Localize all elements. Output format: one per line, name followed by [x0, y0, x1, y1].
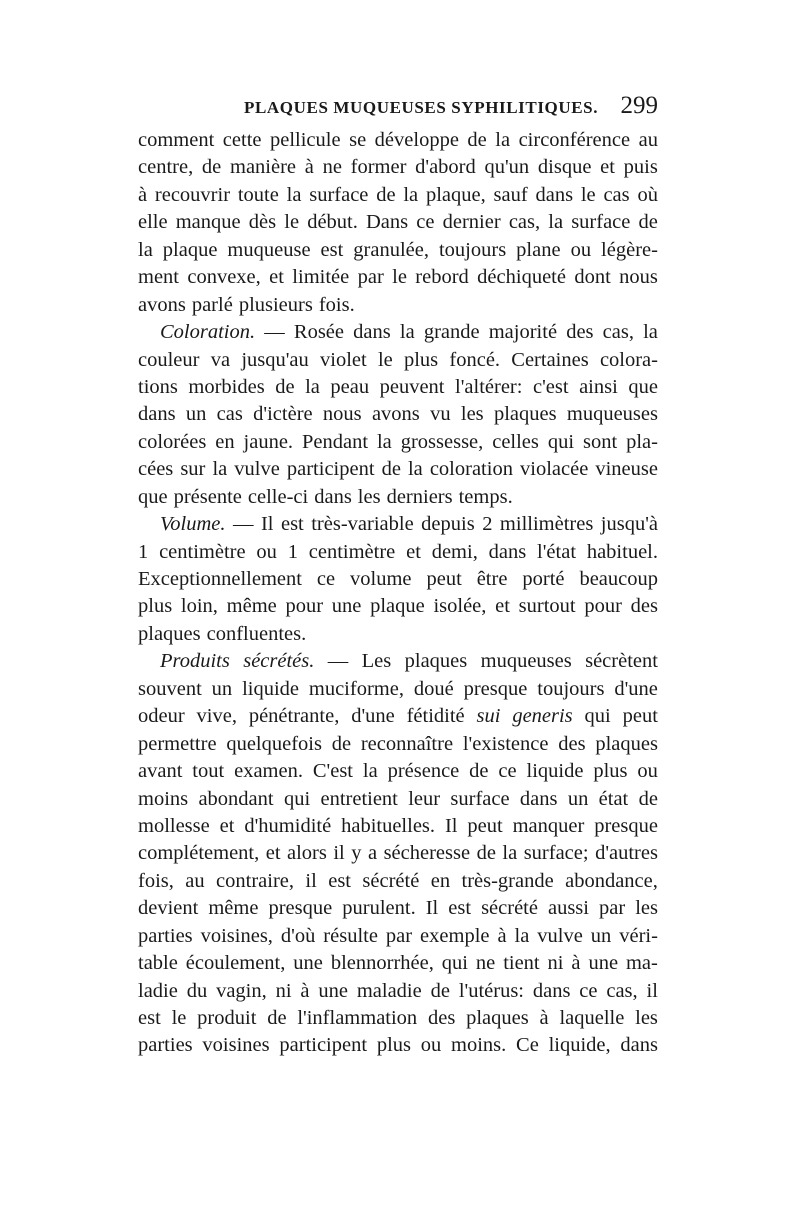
page-number: 299	[620, 92, 658, 119]
text-line: que présente celle-ci dans les derniers temps.	[138, 485, 513, 508]
text-line: colorées en jaune. Pendant la grossesse, celles qui sont pla-	[138, 430, 658, 453]
text-line: Volume. — Il est très-variable depuis 2 millimètres jusqu'à	[160, 513, 658, 536]
text-line: couleur va jusqu'au violet le plus foncé. Certaines colora-	[138, 348, 658, 371]
text-line: avant tout examen. C'est la présence de ce liquide plus ou	[138, 760, 658, 783]
text-line: devient même presque purulent. Il est sécrété aussi par les	[138, 897, 658, 920]
text-line: cées sur la vulve participent de la coloration violacée vineuse	[138, 458, 658, 481]
text-line: complétement, et alors il y a sécheresse de la surface; d'autres	[138, 842, 658, 865]
text-line: Coloration. — Rosée dans la grande majorité des cas, la	[160, 321, 658, 344]
text-line: dans un cas d'ictère nous avons vu les plaques muqueuses	[138, 403, 658, 426]
text-line: table écoulement, une blennorrhée, qui ne tient ni à une ma-	[138, 952, 658, 975]
text-line: 1 centimètre ou 1 centimètre et demi, dans l'état habituel.	[138, 540, 658, 563]
running-head	[138, 92, 658, 126]
text-line: comment cette pellicule se développe de la circonférence au	[138, 129, 658, 151]
text-line: plus loin, même pour une plaque isolée, et surtout pour des	[138, 595, 658, 618]
text-line: souvent un liquide muciforme, doué presque toujours d'une	[138, 677, 658, 700]
text-line: parties voisines, d'où résulte par exemple à la vulve un véri-	[138, 924, 658, 947]
text-line: parties voisines participent plus ou moins. Ce liquide, dans	[138, 1034, 658, 1057]
text-line: Exceptionnellement ce volume peut être porté beaucoup	[138, 568, 658, 590]
text-line: elle manque dès le début. Dans ce dernier cas, la surface de	[138, 211, 658, 234]
text-line: à recouvrir toute la surface de la plaque, sauf dans le cas où	[138, 183, 658, 206]
text-line: ladie du vagin, ni à une maladie de l'utérus: dans ce cas, il	[138, 979, 658, 1002]
text-line: ment convexe, et limitée par le rebord déchiqueté dont nous	[138, 266, 658, 289]
text-line: plaques confluentes.	[138, 622, 307, 645]
text-line: la plaque muqueuse est granulée, toujours plane ou légère-	[138, 238, 658, 261]
text-line: fois, au contraire, il est sécrété en très-grande abondance,	[138, 869, 658, 892]
body-text	[138, 127, 658, 1060]
text-line: moins abondant qui entretient leur surface dans un état de	[138, 787, 658, 810]
text-line: odeur vive, pénétrante, d'une fétidité sui generis qui peut	[138, 705, 658, 728]
text-line: centre, de manière à ne former d'abord qu'un disque et puis	[138, 156, 658, 179]
text-line: avons parlé plusieurs fois.	[138, 293, 355, 316]
running-title: PLAQUES MUQUEUSES SYPHILITIQUES.	[244, 98, 599, 117]
text-line: permettre quelquefois de reconnaître l'existence des plaques	[138, 732, 658, 755]
text-line: tions morbides de la peau peuvent l'altérer: c'est ainsi que	[138, 375, 658, 398]
text-line: Produits sécrétés. — Les plaques muqueuses sécrètent	[160, 650, 658, 673]
text-line: mollesse et d'humidité habituelles. Il peut manquer presque	[138, 814, 658, 837]
text-line: est le produit de l'inflammation des plaques à laquelle les	[138, 1007, 658, 1029]
